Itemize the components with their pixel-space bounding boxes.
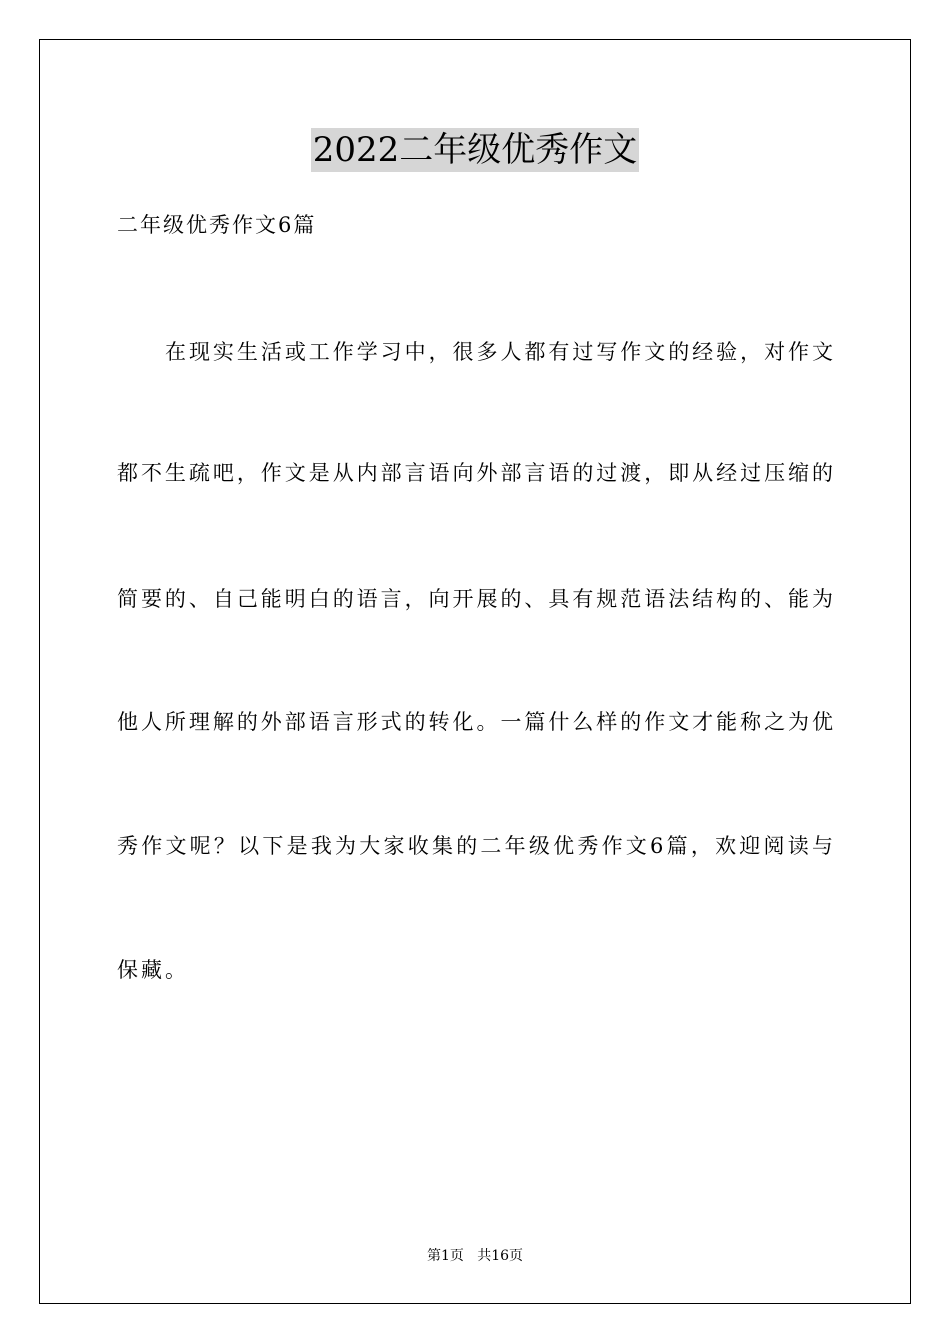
document-title: 2022二年级优秀作文 <box>312 130 638 170</box>
paragraph-line: 在现实生活或工作学习中，很多人都有过写作文的经验，对作文 <box>165 340 833 364</box>
paragraph-line: 他人所理解的外部语言形式的转化。一篇什么样的作文才能称之为优 <box>117 710 833 734</box>
paragraph-line: 简要的、自己能明白的语言，向开展的、具有规范语法结构的、能为 <box>117 587 833 611</box>
document-subtitle: 二年级优秀作文6篇 <box>117 213 317 237</box>
page-footer: 第1页 共16页 <box>426 1248 524 1264</box>
paragraph-line: 保藏。 <box>117 958 189 982</box>
paragraph-line: 都不生疏吧，作文是从内部言语向外部言语的过渡，即从经过压缩的 <box>117 461 833 485</box>
paragraph-line: 秀作文呢？以下是我为大家收集的二年级优秀作文6篇，欢迎阅读与 <box>117 834 833 858</box>
title-container <box>0 128 950 172</box>
